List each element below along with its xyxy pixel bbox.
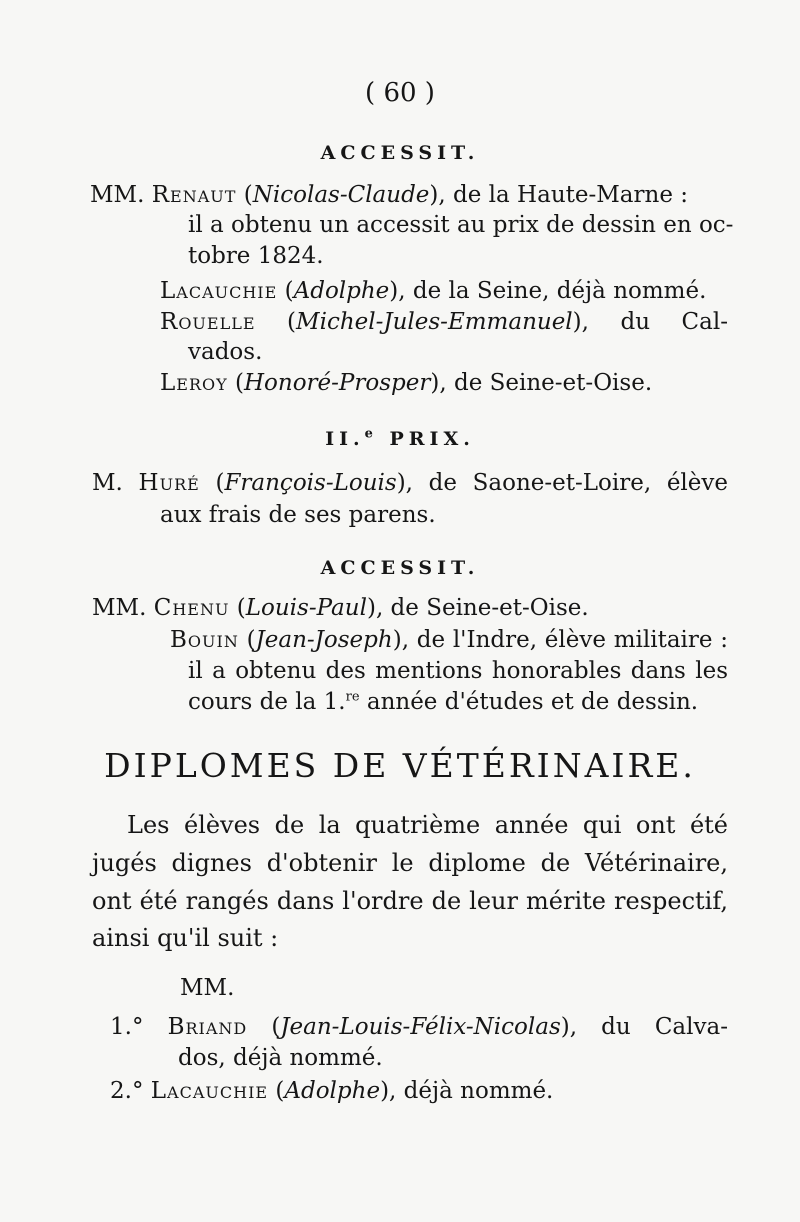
heading-number: II. xyxy=(325,428,365,450)
entry-surname: Lacauchie xyxy=(160,278,278,304)
section-heading-accessit-2: ACCESSIT. xyxy=(320,557,480,579)
entry-renaut-line3: tobre 1824. xyxy=(188,243,324,269)
section-heading-second-prize xyxy=(0,424,800,454)
entry-surname: Huré xyxy=(138,470,200,496)
entry-given-names: Adolphe xyxy=(293,278,390,304)
entry-hure: M. Huré (François-Louis), de Saone-et-Loire, élève xyxy=(92,470,728,496)
entry-prefix: MM. xyxy=(92,595,147,621)
entry-detail: , du Cal- xyxy=(581,309,728,335)
entry-detail: , déjà nommé. xyxy=(389,1078,554,1104)
entry-detail: , de Seine-et-Oise. xyxy=(439,370,653,396)
entry-given-names: Adolphe xyxy=(284,1078,381,1104)
intro-line-3: ont été rangés dans l'ordre de leur mérite respectif, xyxy=(92,887,728,915)
entry-hure-line2: aux frais de ses parens. xyxy=(160,502,436,528)
entry-given-names: François-Louis xyxy=(224,470,397,496)
entry-surname: Rouelle xyxy=(160,309,256,335)
heading-superscript: e xyxy=(364,426,378,442)
entry-given-names: Jean-Joseph xyxy=(255,627,393,653)
entry-rouelle: Rouelle (Michel-Jules-Emmanuel), du Cal- xyxy=(160,309,728,335)
line-text: cours de la 1. xyxy=(188,689,346,715)
intro-line-2: jugés dignes d'obtenir le diplome de Vétérinaire, xyxy=(92,849,728,877)
heading-word: PRIX. xyxy=(389,428,475,450)
entry-surname: Leroy xyxy=(160,370,228,396)
entry-leroy: Leroy (Honoré-Prosper), de Seine-et-Oise. xyxy=(160,370,653,396)
entry-detail: , de Seine-et-Oise. xyxy=(375,595,589,621)
entry-given-names: Honoré-Prosper xyxy=(243,370,431,396)
entry-prefix: MM. xyxy=(90,182,145,208)
list-item-briand: 1.° Briand (Jean-Louis-Félix-Nicolas), du Calva- xyxy=(110,1014,728,1040)
entry-bouin-line2: il a obtenu des mentions honorables dans les xyxy=(188,658,728,684)
line-superscript: re xyxy=(345,689,360,705)
line-text: année d'études et de dessin. xyxy=(359,689,699,715)
entry-surname: Briand xyxy=(167,1014,248,1040)
entry-given-names: Nicolas-Claude xyxy=(252,182,430,208)
entry-detail: , de l'Indre, élève militaire : xyxy=(401,627,728,653)
list-item-briand-line2: dos, déjà nommé. xyxy=(178,1045,383,1071)
entry-given-names: Louis-Paul xyxy=(245,595,367,621)
intro-line-1: Les élèves de la quatrième année qui ont été xyxy=(127,811,728,839)
section-heading-accessit: ACCESSIT. xyxy=(320,142,480,164)
entry-rouelle-line2: vados. xyxy=(188,339,263,365)
entry-prefix: M. xyxy=(92,470,123,496)
entry-surname: Bouin xyxy=(170,627,239,653)
entry-bouin: Bouin (Jean-Joseph), de l'Indre, élève militaire : xyxy=(170,627,728,653)
entry-renaut: MM. Renaut (Nicolas-Claude), de la Haute-Marne : xyxy=(90,182,689,208)
list-heading-mm: MM. xyxy=(180,975,235,1001)
entry-surname: Lacauchie xyxy=(150,1078,269,1104)
page-number: ( 60 ) xyxy=(365,78,435,108)
list-item-lacauchie: 2.° Lacauchie (Adolphe), déjà nommé. xyxy=(110,1078,554,1104)
entry-detail: , de la Haute-Marne : xyxy=(438,182,689,208)
entry-given-names: Jean-Louis-Félix-Nicolas xyxy=(280,1014,561,1040)
entry-chenu: MM. Chenu (Louis-Paul), de Seine-et-Oise. xyxy=(92,595,589,621)
entry-surname: Chenu xyxy=(153,595,230,621)
entry-detail: , de Saone-et-Loire, élève xyxy=(405,470,728,496)
section-title-diplomes: DIPLOMES DE VÉTÉRINAIRE. xyxy=(104,746,696,785)
entry-given-names: Michel-Jules-Emmanuel xyxy=(296,309,573,335)
list-number: 2.° xyxy=(110,1078,144,1104)
entry-bouin-line3 xyxy=(188,687,698,717)
entry-renaut-line2: il a obtenu un accessit au prix de dessin en oc- xyxy=(188,212,734,238)
entry-detail: , du Calva- xyxy=(569,1014,728,1040)
entry-lacauchie: Lacauchie (Adolphe), de la Seine, déjà nommé. xyxy=(160,278,707,304)
entry-surname: Renaut xyxy=(151,182,237,208)
intro-line-4: ainsi qu'il suit : xyxy=(92,924,279,952)
list-number: 1.° xyxy=(110,1014,144,1040)
entry-detail: , de la Seine, déjà nommé. xyxy=(398,278,707,304)
